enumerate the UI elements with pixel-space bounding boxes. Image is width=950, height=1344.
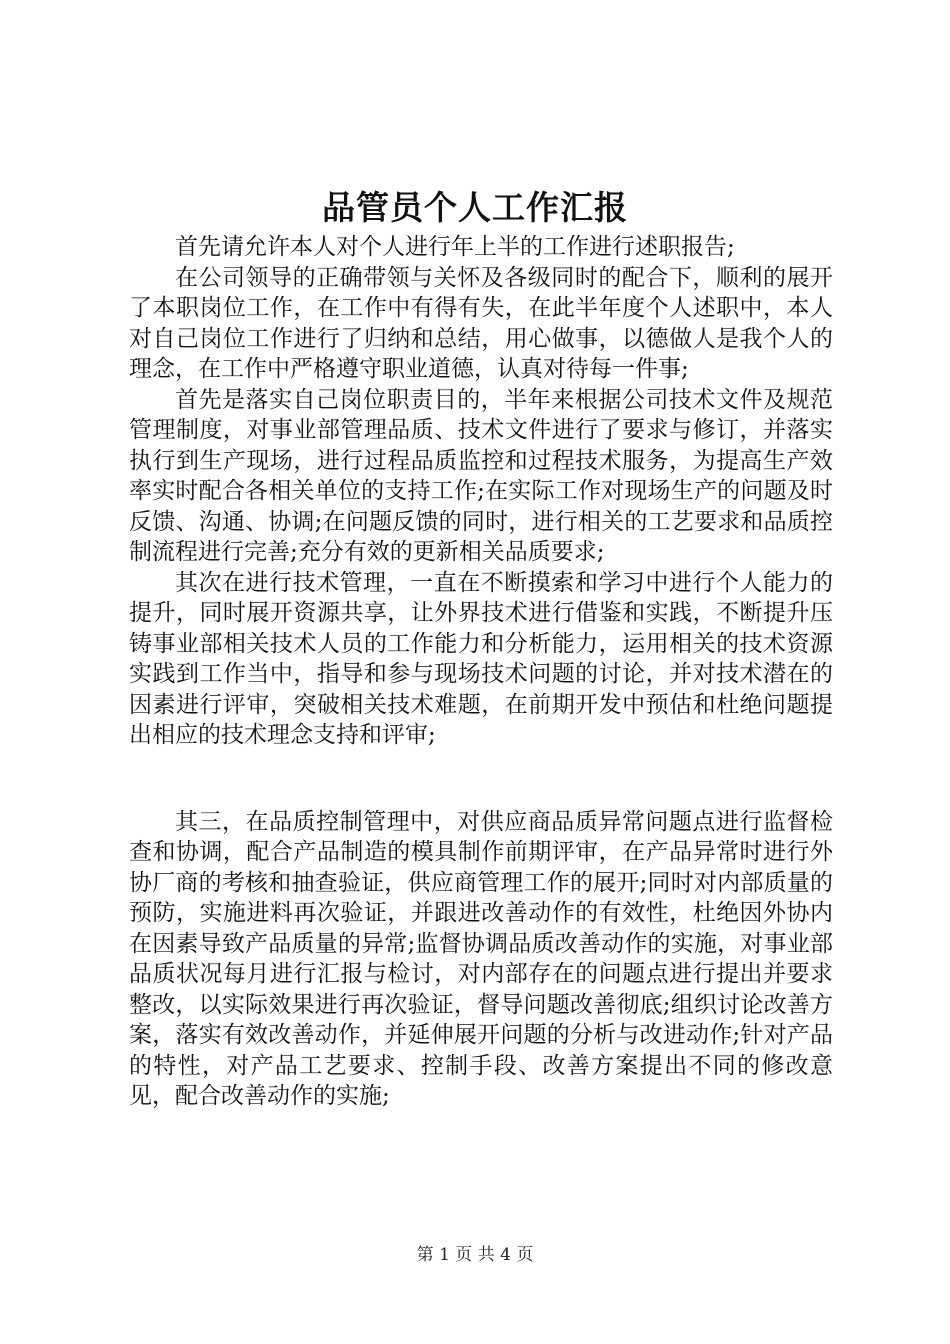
paragraph-spacer (129, 751, 833, 807)
paragraph-intro: 首先请允许本人对个人进行年上半的工作进行述职报告; (175, 234, 735, 260)
paragraph-quality-control: 其三，在品质控制管理中，对供应商品质异常问题点进行监督检查和协调，配合产品制造的模具制作前期评审，在产品异常时进行外协厂商的考核和抽查验证，供应商管理工作的展开;同时对内部质量的预防，实施进料再次验证，并跟进改善动作的有效性，杜绝因外协内在因素导致产品质量的异常;监督协调品质改善动作的实施，对事业部品质状况每月进行汇报与检讨，对内部存在的问题点进行提出并要求整改，以实际效果进行再次验证，督导问题改善彻底;组织讨论改善方案，落实有效改善动作，并延伸展开问题的分析与改进动作;针对产品的特性，对产品工艺要求、控制手段、改善方案提出不同的修改意见，配合改善动作的实施; (129, 808, 833, 1109)
paragraph-leadership: 在公司领导的正确带领与关怀及各级同时的配合下，顺利的展开了本职岗位工作，在工作中有得有失，在此半年度个人述职中，本人对自己岗位工作进行了归纳和总结，用心做事，以德做人是我个人的理念，在工作中严格遵守职业道德，认真对待每一件事; (129, 264, 833, 382)
document-body (129, 232, 833, 1112)
paragraph-technical-management: 其次在进行技术管理，一直在不断摸索和学习中进行个人能力的提升，同时展开资源共享，让外界技术进行借鉴和实践，不断提升压铸事业部相关技术人员的工作能力和分析能力，运用相关的技术资源实践到工作当中，指导和参与现场技术问题的讨论，并对技术潜在的因素进行评审，突破相关技术难题，在前期开发中预估和杜绝问题提出相应的技术理念支持和评审; (129, 569, 833, 748)
page-number: 第 1 页 共 4 页 (416, 1245, 534, 1265)
paragraph-responsibilities: 首先是落实自己岗位职责目的，半年来根据公司技术文件及规范管理制度，对事业部管理品质、技术文件进行了要求与修订，并落实执行到生产现场，进行过程品质监控和过程技术服务，为提高生产效率实时配合各相关单位的支持工作;在实际工作对现场生产的问题及时反馈、沟通、协调;在问题反馈的同时，进行相关的工艺要求和品质控制流程进行完善;充分有效的更新相关品质要求; (129, 386, 833, 565)
document-title: 品管员个人工作汇报 (322, 188, 628, 227)
